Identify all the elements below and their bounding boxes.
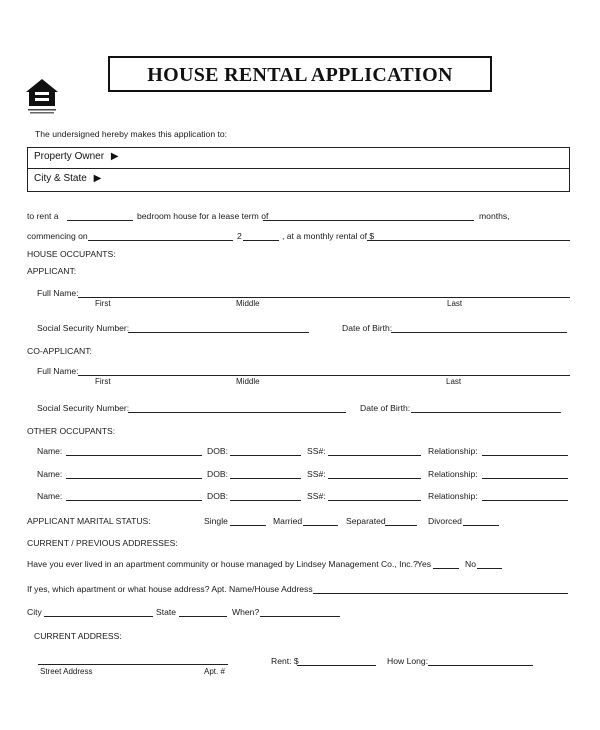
monthly-rental-field[interactable] [367, 240, 570, 241]
dob-label: DOB: [207, 491, 229, 501]
occupant-relationship-field[interactable] [482, 455, 568, 456]
equal-housing-logo [25, 78, 59, 116]
monthly-rental-label: , at a monthly rental of $ [282, 231, 375, 241]
occupant-dob-field[interactable] [230, 455, 301, 456]
separated-field[interactable] [385, 525, 417, 526]
rent-label: Rent: $ [271, 656, 299, 666]
intro-text: The undersigned hereby makes this application to: [35, 129, 228, 139]
first-label: First [95, 377, 111, 386]
applicant-heading: APPLICANT: [27, 266, 77, 276]
middle-label: Middle [236, 377, 260, 386]
occupant-name-field[interactable] [66, 455, 202, 456]
co-applicant-dob-label: Date of Birth: [360, 403, 411, 413]
ss-label: SS#: [307, 491, 326, 501]
single-label: Single [204, 516, 228, 526]
name-label: Name: [37, 491, 63, 501]
relationship-label: Relationship: [428, 469, 478, 479]
city-label: City [27, 607, 42, 617]
name-label: Name: [37, 446, 63, 456]
commencing-label: commencing on [27, 231, 88, 241]
co-applicant-ssn-field[interactable] [128, 412, 346, 413]
page-title: HOUSE RENTAL APPLICATION [147, 64, 453, 86]
name-label: Name: [37, 469, 63, 479]
if-yes-label: If yes, which apartment or what house address? Apt. Name/House Address [27, 584, 313, 594]
property-owner-label: Property Owner [34, 151, 105, 162]
current-street-field[interactable] [38, 664, 228, 665]
last-label: Last [447, 299, 463, 308]
box-divider [28, 168, 569, 169]
year-prefix: 2 [237, 231, 242, 241]
occupant-dob-field[interactable] [230, 478, 301, 479]
other-occupants-heading: OTHER OCCUPANTS: [27, 426, 116, 436]
lived-before-question: Have you ever lived in an apartment community or house managed by Lindsey Management Co., Inc.? [27, 559, 418, 569]
lease-term-field[interactable] [263, 220, 474, 221]
co-applicant-dob-field[interactable] [411, 412, 561, 413]
occupant-relationship-field[interactable] [482, 478, 568, 479]
city-field[interactable] [44, 616, 153, 617]
separated-label: Separated [346, 516, 386, 526]
divorced-field[interactable] [463, 525, 499, 526]
co-applicant-full-name-label: Full Name: [37, 366, 79, 376]
when-label: When? [232, 607, 260, 617]
to-rent-label: to rent a [27, 211, 59, 221]
applicant-ssn-label: Social Security Number: [37, 323, 130, 333]
property-owner-field[interactable] [34, 151, 119, 162]
occupant-ss-field[interactable] [328, 478, 421, 479]
house-occupants-heading: HOUSE OCCUPANTS: [27, 249, 116, 259]
how-long-label: How Long: [387, 656, 429, 666]
when-field[interactable] [260, 616, 340, 617]
occupant-name-field[interactable] [66, 500, 202, 501]
co-applicant-full-name-field[interactable] [78, 375, 570, 376]
bedroom-label: bedroom house for a lease term of [137, 211, 269, 221]
occupant-ss-field[interactable] [328, 455, 421, 456]
co-applicant-heading: CO-APPLICANT: [27, 346, 92, 356]
no-field[interactable] [477, 568, 502, 569]
applicant-dob-field[interactable] [391, 332, 567, 333]
state-field[interactable] [179, 616, 227, 617]
apt-label: Apt. # [204, 667, 225, 676]
middle-label: Middle [236, 299, 260, 308]
relationship-label: Relationship: [428, 491, 478, 501]
street-address-label: Street Address [40, 667, 93, 676]
previous-address-field[interactable] [313, 593, 568, 594]
co-applicant-ssn-label: Social Security Number: [37, 403, 130, 413]
city-state-label: City & State [34, 173, 87, 184]
rent-field[interactable] [297, 665, 376, 666]
ss-label: SS#: [307, 446, 326, 456]
marital-status-label: APPLICANT MARITAL STATUS: [27, 516, 151, 526]
current-address-heading: CURRENT ADDRESS: [34, 631, 122, 641]
occupant-dob-field[interactable] [230, 500, 301, 501]
arrow-right-icon: ▶ [93, 173, 102, 184]
city-state-field[interactable] [34, 173, 101, 184]
title-box [108, 56, 492, 92]
dob-label: DOB: [207, 469, 229, 479]
yes-field[interactable] [433, 568, 459, 569]
state-label: State [156, 607, 177, 617]
owner-info-box [27, 147, 570, 192]
applicant-dob-label: Date of Birth: [342, 323, 393, 333]
no-label: No [465, 559, 476, 569]
addresses-heading: CURRENT / PREVIOUS ADDRESSES: [27, 538, 178, 548]
married-field[interactable] [303, 525, 338, 526]
commencing-date-field[interactable] [88, 240, 233, 241]
bedrooms-field[interactable] [67, 220, 133, 221]
ss-label: SS#: [307, 469, 326, 479]
single-field[interactable] [230, 525, 266, 526]
last-label: Last [446, 377, 462, 386]
dob-label: DOB: [207, 446, 229, 456]
yes-label: Yes [417, 559, 432, 569]
applicant-full-name-label: Full Name: [37, 288, 79, 298]
divorced-label: Divorced [428, 516, 462, 526]
months-label: months, [479, 211, 510, 221]
first-label: First [95, 299, 111, 308]
married-label: Married [273, 516, 303, 526]
applicant-ssn-field[interactable] [128, 332, 309, 333]
occupant-name-field[interactable] [66, 478, 202, 479]
year-field[interactable] [243, 240, 279, 241]
applicant-full-name-field[interactable] [78, 297, 570, 298]
occupant-ss-field[interactable] [328, 500, 421, 501]
occupant-relationship-field[interactable] [482, 500, 568, 501]
how-long-field[interactable] [428, 665, 533, 666]
arrow-right-icon: ▶ [110, 151, 119, 162]
relationship-label: Relationship: [428, 446, 478, 456]
